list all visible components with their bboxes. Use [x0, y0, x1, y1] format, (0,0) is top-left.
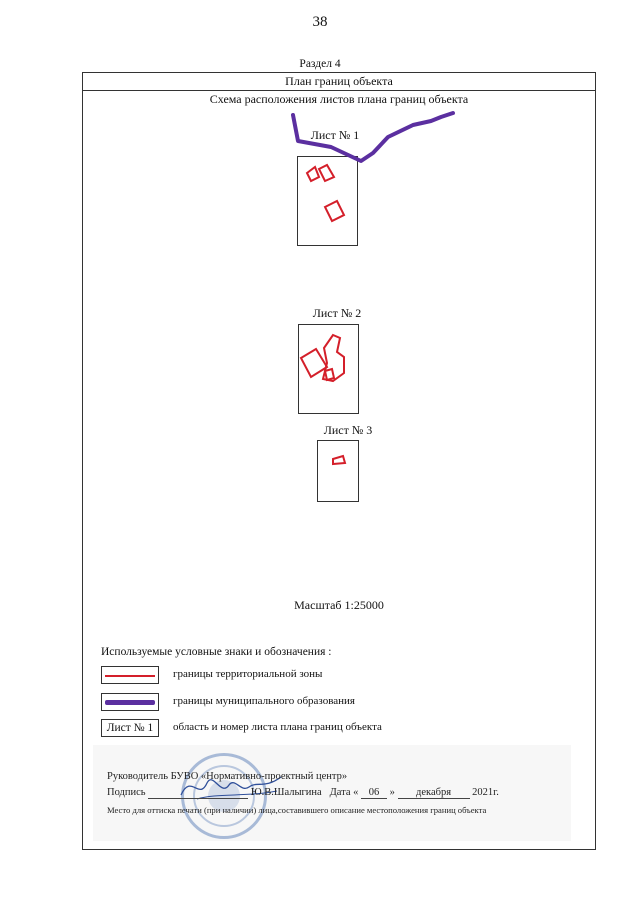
legend-text-sheet: область и номер листа плана границ объекта	[173, 721, 382, 733]
signature-line-1: Руководитель БУВО «Нормативно-проектный центр»	[107, 771, 348, 782]
legend-item-zone-boundary	[101, 666, 461, 686]
zone-parcel-1c	[325, 201, 344, 221]
plan-frame	[82, 72, 596, 850]
signature-block	[93, 745, 571, 841]
legend-item-municipal-boundary	[101, 693, 461, 713]
sheet-symbol: Лист № 1	[101, 719, 159, 737]
date-month: декабря	[398, 787, 470, 799]
boundaries-overlay	[83, 73, 597, 513]
signatory-name: Ю.В.Шалыгина	[250, 787, 322, 798]
page-number: 38	[312, 14, 328, 30]
sheet-3-label: Лист № 3	[323, 423, 373, 437]
municipal-boundary-line	[293, 113, 453, 161]
zone-parcel-2c	[325, 369, 334, 380]
sheet-1-label: Лист № 1	[310, 128, 360, 142]
podpis-label: Подпись	[107, 787, 146, 798]
zone-boundary-symbol	[101, 666, 159, 684]
zone-parcel-2a	[301, 349, 327, 377]
plan-title: План границ объекта	[83, 73, 595, 91]
legend-text-zone-boundary: границы территориальной зоны	[173, 668, 323, 680]
plan-subtitle: Схема расположения листов плана границ объекта	[209, 92, 469, 106]
legend-item-sheet	[101, 719, 461, 739]
scale-label: Масштаб 1:25000	[294, 598, 384, 612]
signature-field	[148, 787, 248, 799]
section-heading: Раздел 4	[299, 58, 341, 70]
signature-line-2	[107, 787, 499, 799]
date-day: 06	[361, 787, 387, 799]
legend-text-municipal-boundary: границы муниципального образования	[173, 695, 355, 707]
zone-parcel-3	[333, 456, 345, 464]
date-year: 2021г.	[472, 787, 499, 798]
municipal-boundary-symbol	[101, 693, 159, 711]
date-quote-close: »	[389, 787, 395, 798]
zone-parcel-1a	[307, 167, 319, 181]
stamp-note: Место для оттиска печати (при наличии) лица,составившего описание местоположения границ объекта	[107, 805, 487, 815]
sheet-2-label: Лист № 2	[312, 306, 362, 320]
zone-parcel-1b	[319, 165, 334, 181]
legend-title: Используемые условные знаки и обозначения :	[101, 646, 332, 658]
date-label: Дата «	[329, 787, 359, 798]
